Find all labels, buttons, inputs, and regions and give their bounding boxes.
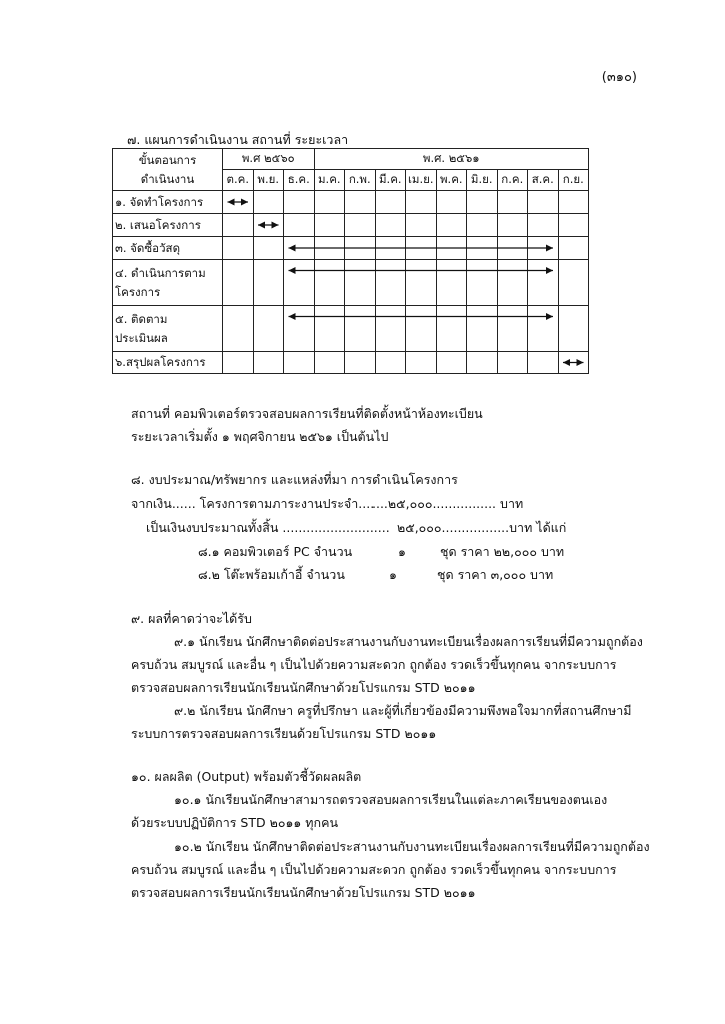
step-header-line2: ดำเนินงาน (140, 171, 195, 186)
gantt-cell (314, 260, 345, 306)
step-header-line1: ขั้นตอนการ (138, 152, 197, 167)
gantt-cell (467, 237, 498, 260)
output-line: ครบถ้วน สมบูรณ์ และอื่น ๆ เป็นไปด้วยความสะดวก ถูกต้อง รวดเร็วขึ้นทุกคน จากระบบการ (131, 862, 617, 877)
gantt-step-label (113, 352, 223, 374)
gantt-cell (253, 306, 284, 352)
step-label-line1: ๓. จัดซื้อวัสดุ (115, 240, 181, 255)
year2-header: พ.ศ. ๒๕๖๑ (314, 149, 589, 170)
gantt-step-label (113, 191, 223, 214)
gantt-cell (436, 214, 467, 237)
gantt-cell (284, 306, 315, 352)
gantt-cell (436, 306, 467, 352)
gantt-cell (528, 352, 559, 374)
gantt-cell (558, 214, 589, 237)
year1-header: พ.ศ ๒๕๖๐ (223, 149, 315, 170)
duration-text: ระยะเวลาเริ่มตั้ง ๑ พฤศจิกายน ๒๕๖๑ เป็นต้นไป (131, 429, 389, 444)
gantt-cell (284, 237, 315, 260)
gantt-cell (528, 260, 559, 306)
gantt-cell (223, 260, 254, 306)
gantt-row (113, 306, 589, 352)
gantt-cell (497, 260, 528, 306)
gantt-cell (467, 352, 498, 374)
gantt-cell (436, 352, 467, 374)
gantt-step-label (113, 306, 223, 352)
step-label-line2: ประเมินผล (115, 330, 168, 345)
step-label-line1: ๕. ติดตาม (115, 311, 168, 326)
month-header: ส.ค. (528, 170, 559, 191)
gantt-cell (467, 306, 498, 352)
output-line: ตรวจสอบผลการเรียนนักเรียนนักศึกษาด้วยโปรแกรม STD ๒๐๑๑ (131, 885, 476, 900)
gantt-cell (406, 214, 437, 237)
gantt-cell (284, 191, 315, 214)
gantt-row (113, 352, 589, 374)
gantt-row (113, 191, 589, 214)
gantt-cell (345, 237, 376, 260)
budget-item-name: ๘.๑ คอมพิวเตอร์ PC จำนวน (198, 544, 353, 559)
expected-result-line: ๙.๑ นักเรียน นักศึกษาติดต่อประสานงานกับงานทะเบียนเรื่องผลการเรียนที่มีความถูกต้อง (174, 634, 643, 649)
budget-source-amount: ....๒๕,๐๐๐................ บาท (372, 496, 524, 511)
budget-item-name: ๘.๒ โต๊ะพร้อมเก้าอี้ จำนวน (198, 567, 345, 582)
gantt-cell (375, 214, 406, 237)
gantt-cell (345, 260, 376, 306)
gantt-cell (528, 306, 559, 352)
gantt-cell (406, 352, 437, 374)
budget-item-price: ชุด ราคา ๒๒,๐๐๐ บาท (440, 544, 565, 559)
gantt-cell (223, 214, 254, 237)
gantt-cell (558, 191, 589, 214)
gantt-cell (467, 214, 498, 237)
month-header: ก.ค. (497, 170, 528, 191)
expected-result-line: ครบถ้วน สมบูรณ์ และอื่น ๆ เป็นไปด้วยความสะดวก ถูกต้อง รวดเร็วขึ้นทุกคน จากระบบการ (131, 657, 617, 672)
gantt-table (112, 148, 589, 374)
gantt-step-label (113, 237, 223, 260)
gantt-cell (253, 214, 284, 237)
section8-title: ๘. งบประมาณ/ทรัพยากร และแหล่งที่มา การดำเนินโครงการ (131, 472, 458, 487)
step-label-line2: โครงการ (115, 284, 161, 299)
budget-total: เป็นเงินงบประมาณทั้งสิ้น ........................... (146, 520, 390, 535)
gantt-cell (406, 237, 437, 260)
gantt-cell (406, 191, 437, 214)
gantt-cell (467, 191, 498, 214)
budget-item-qty: ๑ (389, 567, 397, 582)
step-label-line1: ๒. เสนอโครงการ (115, 217, 201, 232)
gantt-cell (497, 306, 528, 352)
budget-item-price: ชุด ราคา ๓,๐๐๐ บาท (437, 567, 554, 582)
gantt-row (113, 237, 589, 260)
gantt-cell (406, 260, 437, 306)
month-header: ก.พ. (345, 170, 376, 191)
month-header: พ.ย. (253, 170, 284, 191)
month-header: ธ.ค. (284, 170, 315, 191)
month-header: พ.ค. (436, 170, 467, 191)
month-header: มี.ค. (375, 170, 406, 191)
gantt-cell (497, 214, 528, 237)
gantt-cell (558, 260, 589, 306)
gantt-cell (345, 352, 376, 374)
gantt-cell (314, 214, 345, 237)
step-header (113, 149, 223, 191)
budget-source: จากเงิน...... โครงการตามภาระงานประจำ.... (131, 496, 375, 511)
gantt-cell (436, 237, 467, 260)
step-label-line1: ๖.สรุปผลโครงการ (115, 355, 206, 369)
section7-title: ๗. แผนการดำเนินงาน สถานที่ ระยะเวลา (127, 132, 349, 147)
gantt-step-label (113, 214, 223, 237)
gantt-cell (375, 260, 406, 306)
gantt-cell (253, 352, 284, 374)
budget-total-amount: ๒๕,๐๐๐.................บาท ได้แก่ (397, 520, 567, 535)
gantt-cell (528, 237, 559, 260)
step-label-line1: ๔. ดำเนินการตาม (115, 265, 206, 280)
gantt-cell (497, 352, 528, 374)
output-line: ด้วยระบบปฏิบัติการ STD ๒๐๑๑ ทุกคน (131, 815, 339, 830)
section10-title: ๑๐. ผลผลิต (Output) พร้อมตัวชี้วัดผลผลิต (131, 769, 362, 784)
gantt-cell (375, 237, 406, 260)
output-line: ๑๐.๑ นักเรียนนักศึกษาสามารถตรวจสอบผลการเรียนในแต่ละภาคเรียนของตนเอง (174, 792, 608, 807)
gantt-cell (314, 352, 345, 374)
gantt-cell (284, 214, 315, 237)
gantt-cell (528, 191, 559, 214)
step-label-line1: ๑. จัดทำโครงการ (115, 194, 204, 209)
gantt-cell (558, 352, 589, 374)
gantt-cell (375, 191, 406, 214)
gantt-cell (558, 306, 589, 352)
gantt-cell (375, 352, 406, 374)
gantt-cell (345, 191, 376, 214)
gantt-cell (253, 237, 284, 260)
month-header: ม.ค. (314, 170, 345, 191)
gantt-cell (375, 306, 406, 352)
gantt-cell (558, 237, 589, 260)
gantt-cell (223, 191, 254, 214)
gantt-cell (497, 191, 528, 214)
month-header: ต.ค. (223, 170, 254, 191)
gantt-cell (314, 237, 345, 260)
gantt-cell (284, 260, 315, 306)
gantt-cell (345, 306, 376, 352)
gantt-cell (345, 214, 376, 237)
gantt-cell (223, 352, 254, 374)
month-header: เม.ย. (406, 170, 437, 191)
section9-title: ๙. ผลที่คาดว่าจะได้รับ (131, 611, 252, 626)
gantt-cell (436, 260, 467, 306)
gantt-cell (223, 306, 254, 352)
gantt-cell (253, 191, 284, 214)
month-header: ก.ย. (558, 170, 589, 191)
gantt-step-label (113, 260, 223, 306)
gantt-cell (223, 237, 254, 260)
month-header: มิ.ย. (467, 170, 498, 191)
location-text: สถานที่ คอมพิวเตอร์ตรวจสอบผลการเรียนที่ติดตั้งหน้าห้องทะเบียน (131, 406, 483, 421)
gantt-cell (253, 260, 284, 306)
output-line: ๑๐.๒ นักเรียน นักศึกษาติดต่อประสานงานกับงานทะเบียนเรื่องผลการเรียนที่มีความถูกต้อง (174, 839, 650, 854)
budget-item-qty: ๑ (398, 544, 406, 559)
expected-result-line: ระบบการตรวจสอบผลการเรียนด้วยโปรแกรม STD ๒๐๑๑ (131, 726, 437, 741)
gantt-cell (314, 306, 345, 352)
gantt-cell (528, 214, 559, 237)
gantt-cell (497, 237, 528, 260)
expected-result-line: ตรวจสอบผลการเรียนนักเรียนนักศึกษาด้วยโปรแกรม STD ๒๐๑๑ (131, 680, 476, 695)
gantt-row (113, 214, 589, 237)
gantt-cell (436, 191, 467, 214)
page-number: (๓๑๐) (601, 70, 637, 85)
gantt-cell (467, 260, 498, 306)
gantt-cell (406, 306, 437, 352)
expected-result-line: ๙.๒ นักเรียน นักศึกษา ครูที่ปรึกษา และผู้ที่เกี่ยวข้องมีความพึงพอใจมากที่สถานศึกษามี (174, 703, 632, 718)
gantt-row (113, 260, 589, 306)
gantt-cell (284, 352, 315, 374)
gantt-cell (314, 191, 345, 214)
